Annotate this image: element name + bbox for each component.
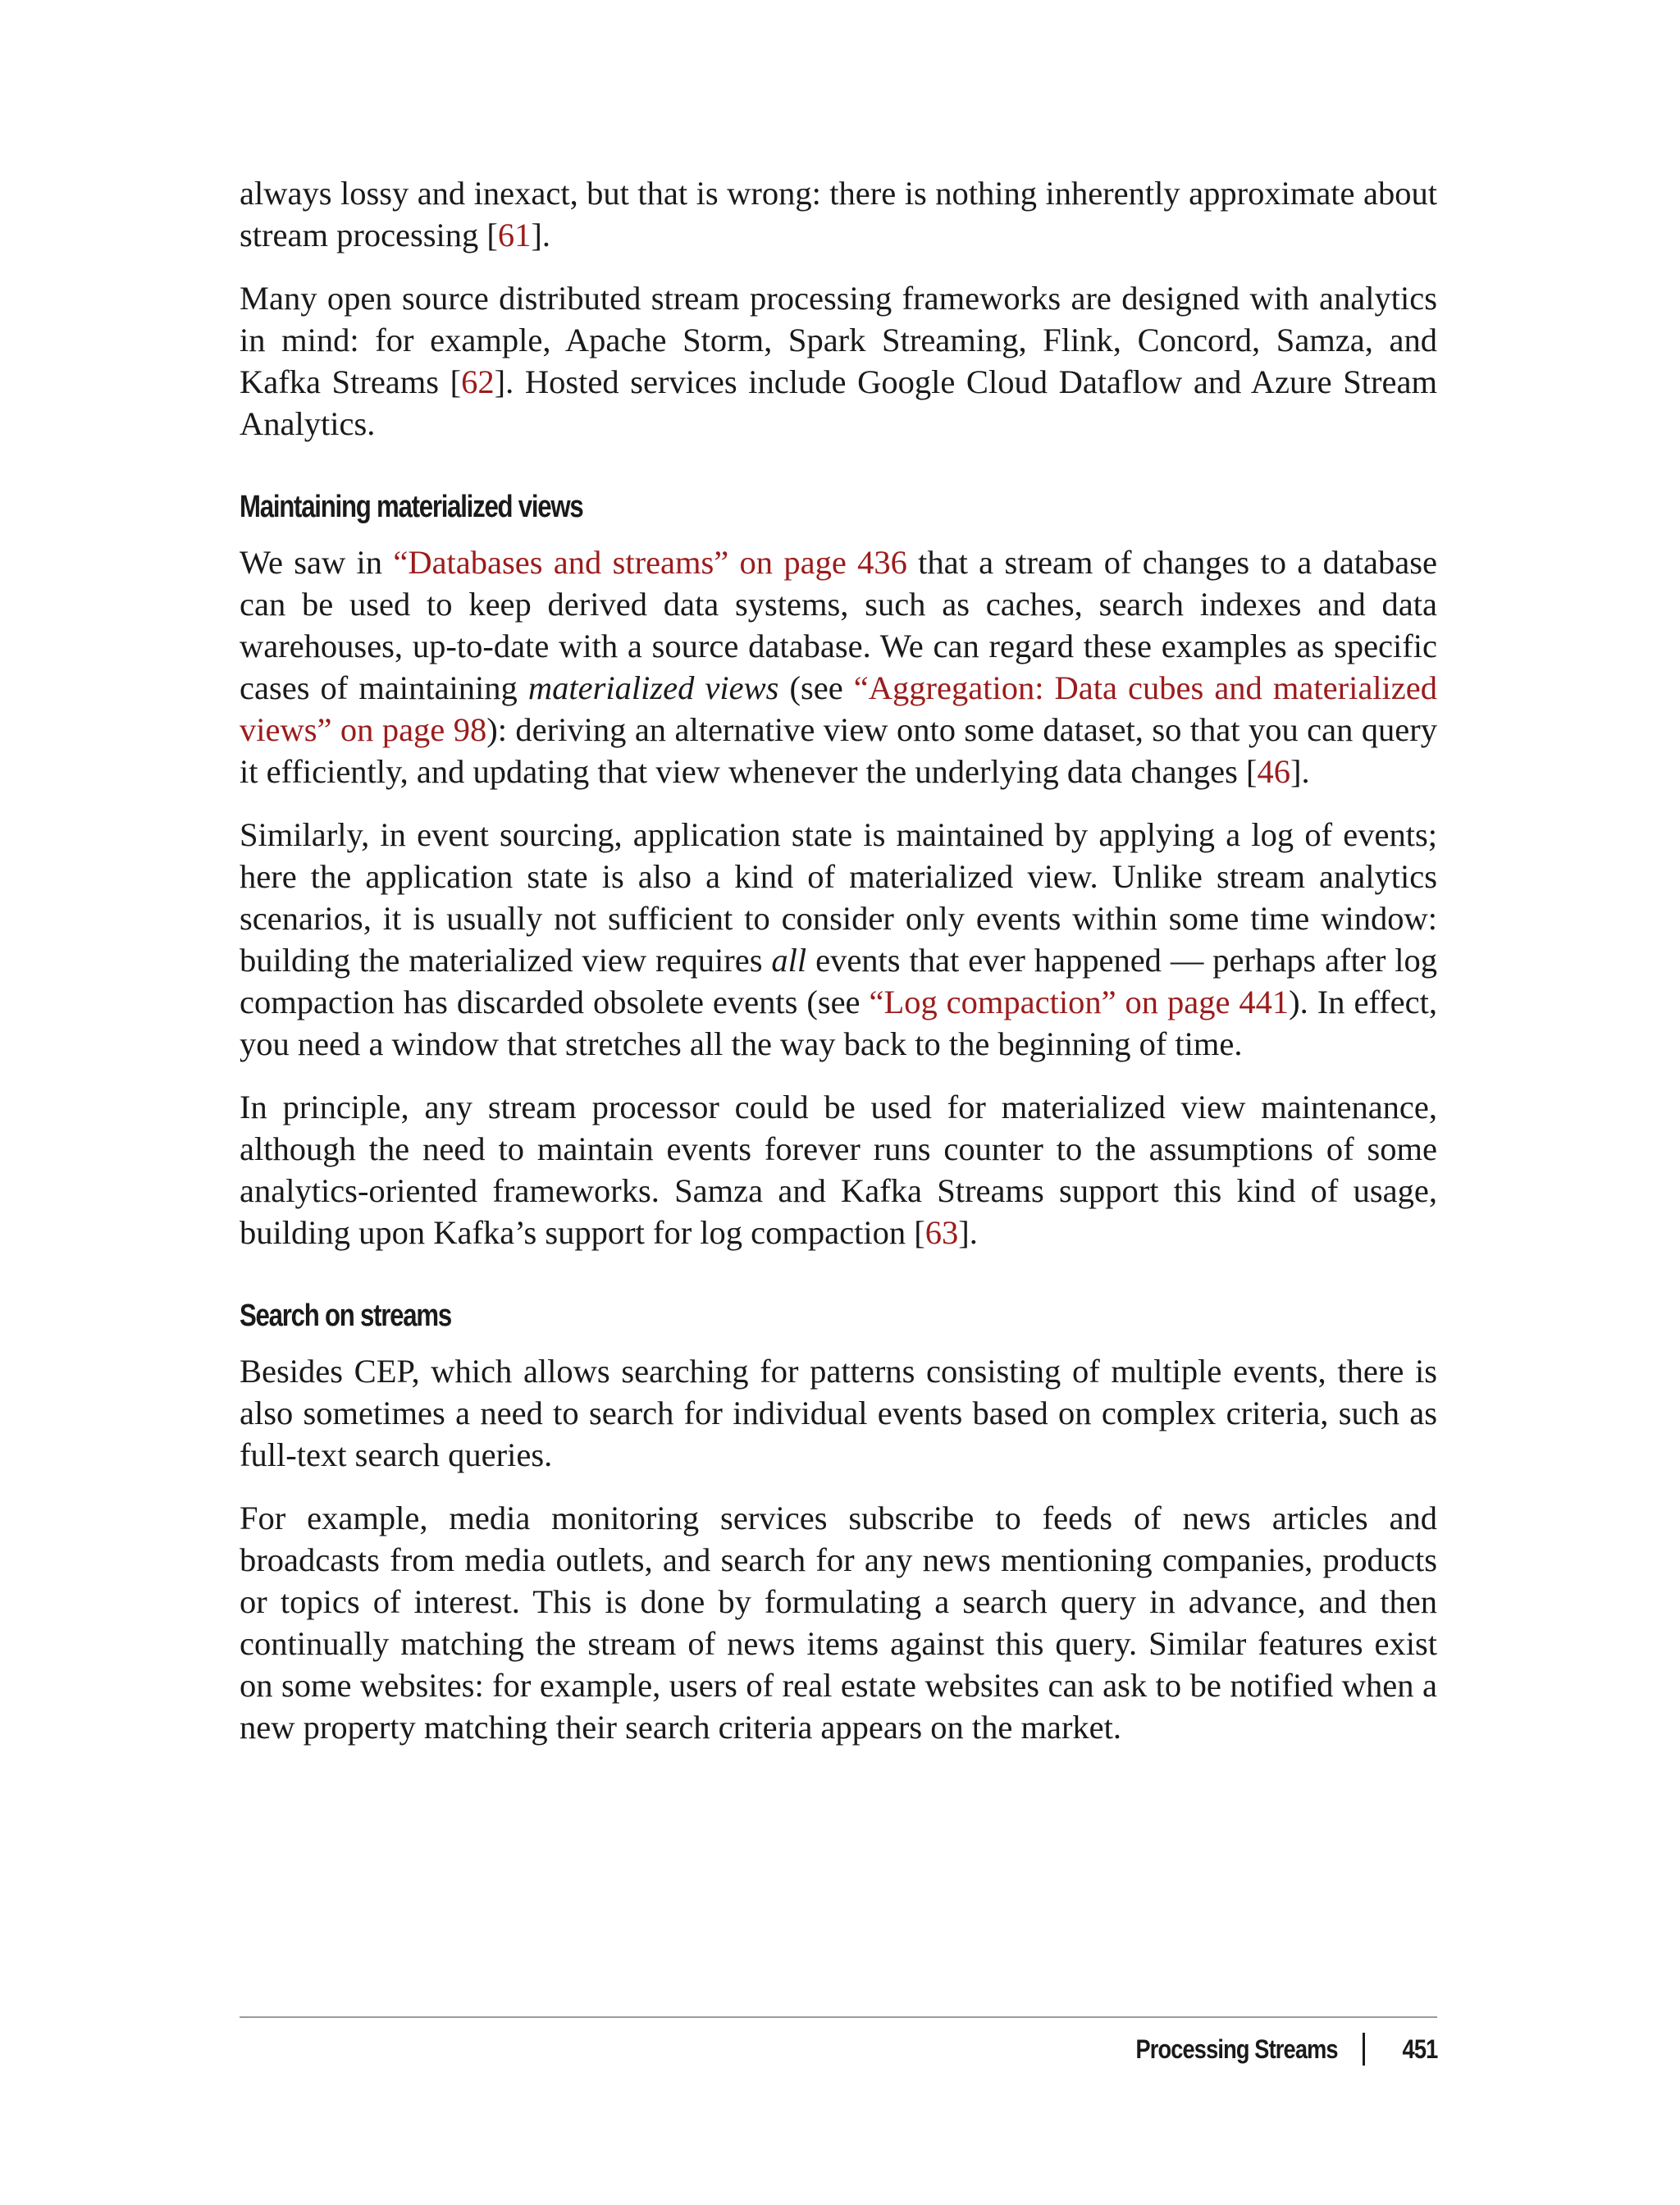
emphasis-text: all	[771, 942, 807, 979]
text: always lossy and inexact, but that is wrong: there is nothing inherently approximate about stream processing [	[240, 175, 1437, 253]
footer-section-title: Processing Streams	[1135, 2034, 1338, 2064]
text: ). In effect, you need a window that stretches all the way back to the beginning of time.	[240, 984, 1437, 1062]
text: Many open source distributed stream processing frameworks are designed with analytics in mind: for example, Apache Storm, Spark Streaming, Flink, Concord, Samza, and Kafka Streams [	[240, 280, 1437, 400]
cross-reference-link-log-compaction[interactable]: “Log compaction” on page 441	[869, 984, 1290, 1020]
text: events that ever happened — perhaps after log compaction has discarded obsolete events (see	[240, 942, 1437, 1020]
text: ].	[531, 217, 551, 253]
text: ].	[958, 1214, 978, 1251]
paragraph-4	[240, 814, 1437, 1065]
reference-link-61[interactable]: 61	[497, 217, 532, 253]
paragraph-1	[240, 172, 1437, 256]
text: ): deriving an alternative view onto some dataset, so that you can query it efficiently, and updating that view whenever the underlying data changes [	[240, 711, 1437, 790]
text: (see	[778, 669, 854, 706]
page-body	[240, 172, 1437, 1769]
cross-reference-link-aggregation[interactable]: “Aggregation: Data cubes and materialized views” on page 98	[240, 669, 1438, 748]
paragraph-6: Besides CEP, which allows searching for patterns consisting of multiple events, there is also sometimes a need to search for individual events based on complex criteria, such as full-text search queries.	[240, 1353, 1437, 1473]
section-heading-materialized-views: Maintaining materialized views	[240, 490, 583, 524]
emphasis-text: materialized views	[527, 669, 779, 706]
reference-link-63[interactable]: 63	[924, 1214, 959, 1251]
reference-link-62[interactable]: 62	[461, 363, 495, 400]
paragraph-7: For example, media monitoring services subscribe to feeds of news articles and broadcasts from media outlets, and search for any news mentioning companies, products or topics of interest. This is done by formulating a search query in advance, and then continually matching the stream of news items against this query. Similar features exist on some websites: for example, users of real estate websites can ask to be notified when a new property matching their search criteria appears on the market.	[240, 1500, 1437, 1746]
text: We saw in	[240, 544, 394, 581]
page-number: 451	[1402, 2034, 1437, 2064]
text: ]. Hosted services include Google Cloud Dataflow and Azure Stream Analytics.	[240, 363, 1437, 442]
reference-link-46[interactable]: 46	[1257, 753, 1290, 790]
text: In principle, any stream processor could be used for materialized view maintenance, although the need to maintain events forever runs counter to the assumptions of some analytics-oriented frameworks. Samza and Kafka Streams support this kind of usage, building upon Kafka’s support for log compaction [	[240, 1089, 1437, 1251]
paragraph-2	[240, 277, 1437, 445]
text: Similarly, in event sourcing, application state is maintained by applying a log of events; here the application state is also a kind of materialized view. Unlike stream analytics scenarios, it is usually not sufficient to consider only events within some time window: building the materialized view requires	[240, 816, 1437, 979]
text: ].	[1290, 753, 1310, 790]
page-footer	[240, 2016, 1437, 2066]
paragraph-3	[240, 541, 1437, 792]
footer-divider	[240, 2016, 1437, 2018]
section-heading-search-on-streams: Search on streams	[240, 1299, 451, 1333]
footer-row	[240, 2033, 1437, 2066]
text: that a stream of changes to a database can be used to keep derived data systems, such as caches, search indexes and data warehouses, up-to-date with a source database. We can regard these examples as specific cases of maintaining	[240, 544, 1437, 706]
footer-separator	[1363, 2033, 1365, 2066]
cross-reference-link-databases-and-streams[interactable]: “Databases and streams” on page 436	[393, 544, 907, 581]
paragraph-5	[240, 1086, 1437, 1253]
